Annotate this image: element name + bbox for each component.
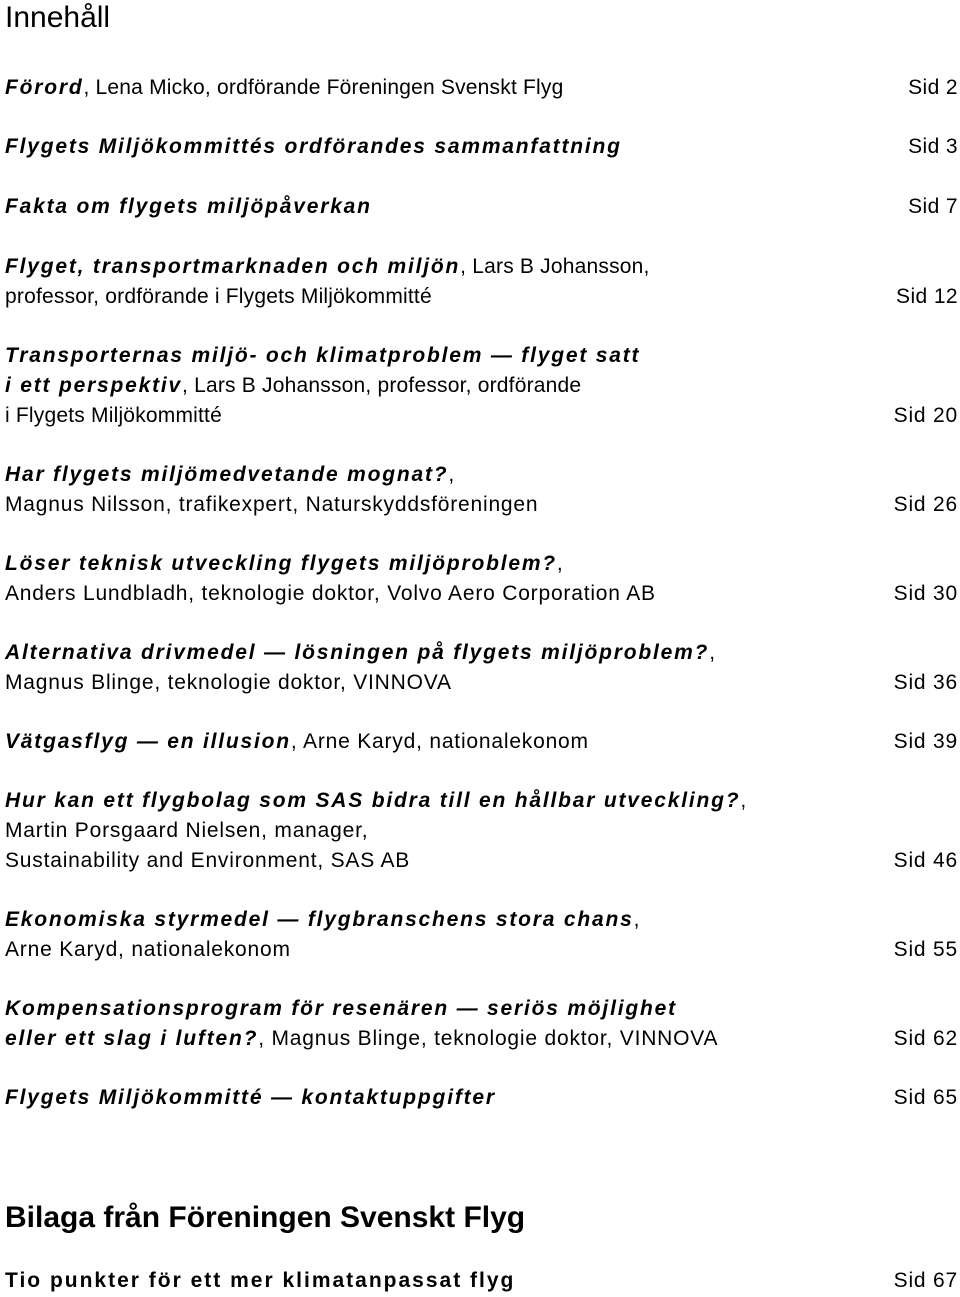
toc-entry-line	[5, 371, 958, 401]
appendix-entry[interactable]	[5, 1266, 958, 1296]
entry-text	[5, 846, 410, 876]
toc-entry[interactable]	[5, 73, 958, 103]
appendix-title: Bilaga från Föreningen Svenskt Flyg	[5, 1201, 526, 1234]
toc-entry-line	[5, 727, 958, 757]
entry-title: Alternativa drivmedel — lösningen på flygets miljöproblem?	[5, 641, 710, 664]
entry-text	[5, 371, 581, 401]
entry-author: ,	[633, 908, 641, 931]
entry-title: eller ett slag i luften?	[5, 1027, 259, 1050]
toc-entry-line	[5, 786, 958, 816]
entry-page: Sid 62	[893, 1027, 958, 1050]
entry-page: Sid 20	[893, 404, 958, 427]
entry-author: ,	[709, 641, 716, 664]
entry-author: , Lars B Johansson,	[460, 255, 650, 278]
toc-entry[interactable]	[5, 549, 958, 609]
entry-author: Anders Lundbladh, teknologie doktor, Volvo Aero Corporation AB	[5, 582, 656, 605]
toc-entry[interactable]	[5, 192, 958, 222]
page-title: Innehåll	[5, 1, 111, 34]
toc-entry-line	[5, 1083, 958, 1113]
entry-title: Har flygets miljömedvetande mognat?	[5, 463, 449, 486]
entry-text	[5, 73, 564, 103]
toc-entry-line	[5, 816, 958, 846]
entry-author: , Lars B Johansson, professor, ordförande	[182, 374, 582, 397]
entry-title: i ett perspektiv	[5, 374, 183, 397]
entry-author: , Magnus Blinge, teknologie doktor, VINNOVA	[258, 1027, 719, 1050]
toc-entry-line	[5, 935, 958, 965]
entry-text	[5, 252, 650, 282]
entry-text	[5, 668, 452, 698]
toc-entry[interactable]	[5, 460, 958, 520]
entry-text	[5, 460, 455, 490]
entry-author: i Flygets Miljökommitté	[5, 404, 222, 427]
entry-title: Löser teknisk utveckling flygets miljöproblem?	[5, 552, 557, 575]
toc-entry-line	[5, 192, 958, 222]
toc-entry[interactable]	[5, 252, 958, 312]
entry-text	[5, 638, 716, 668]
toc-entry-line	[5, 905, 958, 935]
entry-text	[5, 935, 291, 965]
entry-author: Martin Porsgaard Nielsen, manager,	[5, 819, 369, 842]
toc-entry-line	[5, 638, 958, 668]
entry-text	[5, 579, 656, 609]
entry-page: Sid 30	[893, 582, 958, 605]
toc-entry[interactable]	[5, 132, 958, 162]
entry-page: Sid 46	[893, 849, 958, 872]
entry-title: Transporternas miljö- och klimatproblem — flyget satt	[5, 344, 641, 367]
entry-title: Tio punkter för ett mer klimatanpassat flyg	[5, 1269, 516, 1292]
toc-entry-line	[5, 490, 958, 520]
entry-title: Flygets Miljökommittés ordförandes sammanfattning	[5, 135, 622, 158]
entry-author: , Arne Karyd, nationalekonom	[290, 730, 589, 753]
entry-page: Sid 36	[893, 671, 958, 694]
entry-text	[5, 341, 640, 371]
entry-text	[5, 994, 677, 1024]
toc-entry[interactable]	[5, 341, 958, 431]
entry-text	[5, 1024, 718, 1054]
toc-entry-line	[5, 252, 958, 282]
entry-author: Magnus Nilsson, trafikexpert, Naturskyddsföreningen	[5, 493, 539, 516]
entry-page: Sid 26	[893, 493, 958, 516]
entry-text	[5, 1083, 496, 1113]
entry-page: Sid 39	[893, 730, 958, 753]
toc-entry-line	[5, 341, 958, 371]
entry-title: Vätgasflyg — en illusion	[5, 730, 291, 753]
toc-entry-line	[5, 668, 958, 698]
toc-entry-line	[5, 132, 958, 162]
toc-entry[interactable]	[5, 905, 958, 965]
toc-entry-line	[5, 1024, 958, 1054]
toc-entry[interactable]	[5, 1083, 958, 1113]
entry-text	[5, 816, 368, 846]
entry-text	[5, 401, 222, 431]
entry-page: Sid 7	[908, 195, 958, 218]
entry-author: Magnus Blinge, teknologie doktor, VINNOVA	[5, 671, 452, 694]
entry-title: Förord	[5, 76, 84, 99]
toc-entry-line	[5, 579, 958, 609]
entry-page: Sid 3	[908, 135, 958, 158]
entry-title: Kompensationsprogram för resenären — seriös möjlighet	[5, 997, 677, 1020]
toc-entry[interactable]	[5, 727, 958, 757]
toc-entry[interactable]	[5, 786, 958, 876]
entry-author: Arne Karyd, nationalekonom	[5, 938, 291, 961]
entry-page: Sid 67	[893, 1269, 958, 1292]
entry-title: Flyget, transportmarknaden och miljön	[5, 255, 461, 278]
entry-author: ,	[448, 463, 456, 486]
toc-entry-line	[5, 401, 958, 431]
entry-text	[5, 490, 538, 520]
entry-page: Sid 2	[908, 76, 958, 99]
toc-entry[interactable]	[5, 638, 958, 698]
entry-text	[5, 132, 622, 162]
entry-page: Sid 12	[896, 285, 958, 308]
entry-author: ,	[740, 789, 747, 812]
entry-page: Sid 65	[893, 1086, 958, 1109]
entry-title: Hur kan ett flygbolag som SAS bidra till en hållbar utveckling?	[5, 789, 741, 812]
entry-author: Sustainability and Environment, SAS AB	[5, 849, 411, 872]
toc-entry-line	[5, 460, 958, 490]
entry-title: Fakta om flygets miljöpåverkan	[5, 195, 372, 218]
entry-text	[5, 727, 589, 757]
entry-title: Flygets Miljökommitté — kontaktuppgifter	[5, 1086, 496, 1109]
entry-text	[5, 786, 747, 816]
entry-page: Sid 55	[893, 938, 958, 961]
entry-text	[5, 192, 372, 222]
toc-entry-line	[5, 73, 958, 103]
toc-entry-line	[5, 994, 958, 1024]
entry-author: ,	[556, 552, 564, 575]
entry-title: Ekonomiska styrmedel — flygbranschens stora chans	[5, 908, 634, 931]
toc-entry-line	[5, 846, 958, 876]
entry-author: , Lena Micko, ordförande Föreningen Svenskt Flyg	[83, 76, 564, 99]
entry-text	[5, 549, 564, 579]
entry-text	[5, 905, 640, 935]
entry-author: professor, ordförande i Flygets Miljökommitté	[5, 285, 432, 308]
toc-entry[interactable]	[5, 994, 958, 1054]
toc-entry-line	[5, 549, 958, 579]
entry-text	[5, 282, 432, 312]
toc-entry-line	[5, 282, 958, 312]
